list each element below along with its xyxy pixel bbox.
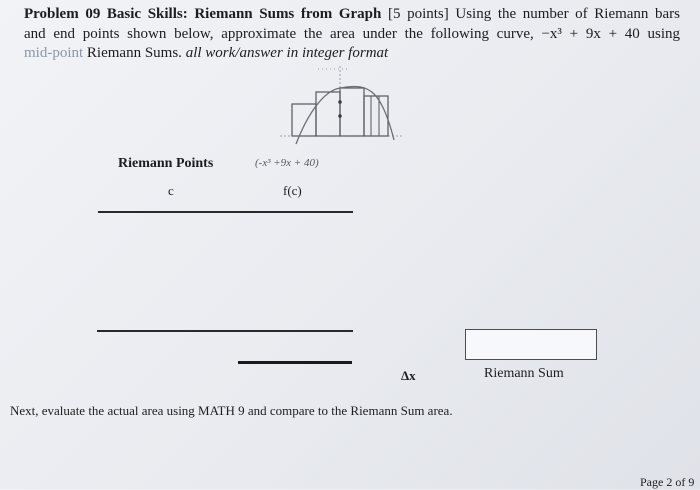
delta-x-answer-line	[238, 361, 352, 364]
riemann-sum-label: Riemann Sum	[484, 366, 564, 381]
delta-x-label: Δx	[401, 368, 416, 383]
method-label: mid-point	[24, 45, 84, 61]
format-instruction: all work/answer in integer format	[185, 45, 389, 61]
midpoint-dot-2	[338, 114, 342, 118]
page-indicator: Page 2 of 9	[640, 475, 695, 489]
answer-line-2	[97, 330, 353, 332]
problem-line-1-rest: Using the number of Riemann bars	[455, 6, 681, 22]
riemann-bar-1	[292, 104, 316, 136]
riemann-bar-3	[340, 88, 364, 136]
midpoint-dot-1	[338, 100, 342, 104]
answer-line-1	[98, 211, 353, 213]
riemann-points-heading: Riemann Points	[118, 156, 214, 171]
problem-statement	[24, 5, 680, 64]
riemann-bar-4	[364, 96, 388, 136]
c-column-label: c	[168, 183, 174, 198]
problem-line-2: and end points shown below, approximate the area under the following curve, −x³ + 9x + 40 using	[24, 25, 680, 42]
next-instruction: Next, evaluate the actual area using MATH 9 and compare to the Riemann Sum area.	[10, 403, 453, 418]
fc-column-label: f(c)	[283, 183, 302, 198]
function-label: (-x³ +9x + 40)	[255, 157, 319, 169]
problem-title: Problem 09 Basic Skills: Riemann Sums from Graph	[24, 6, 382, 22]
riemann-bar-2	[316, 92, 340, 136]
riemann-sum-input-box[interactable]	[465, 329, 597, 360]
problem-line-1	[24, 5, 680, 25]
method-rest: Riemann Sums.	[86, 45, 182, 61]
riemann-graph	[270, 58, 420, 148]
problem-points: [5 points]	[387, 6, 449, 22]
